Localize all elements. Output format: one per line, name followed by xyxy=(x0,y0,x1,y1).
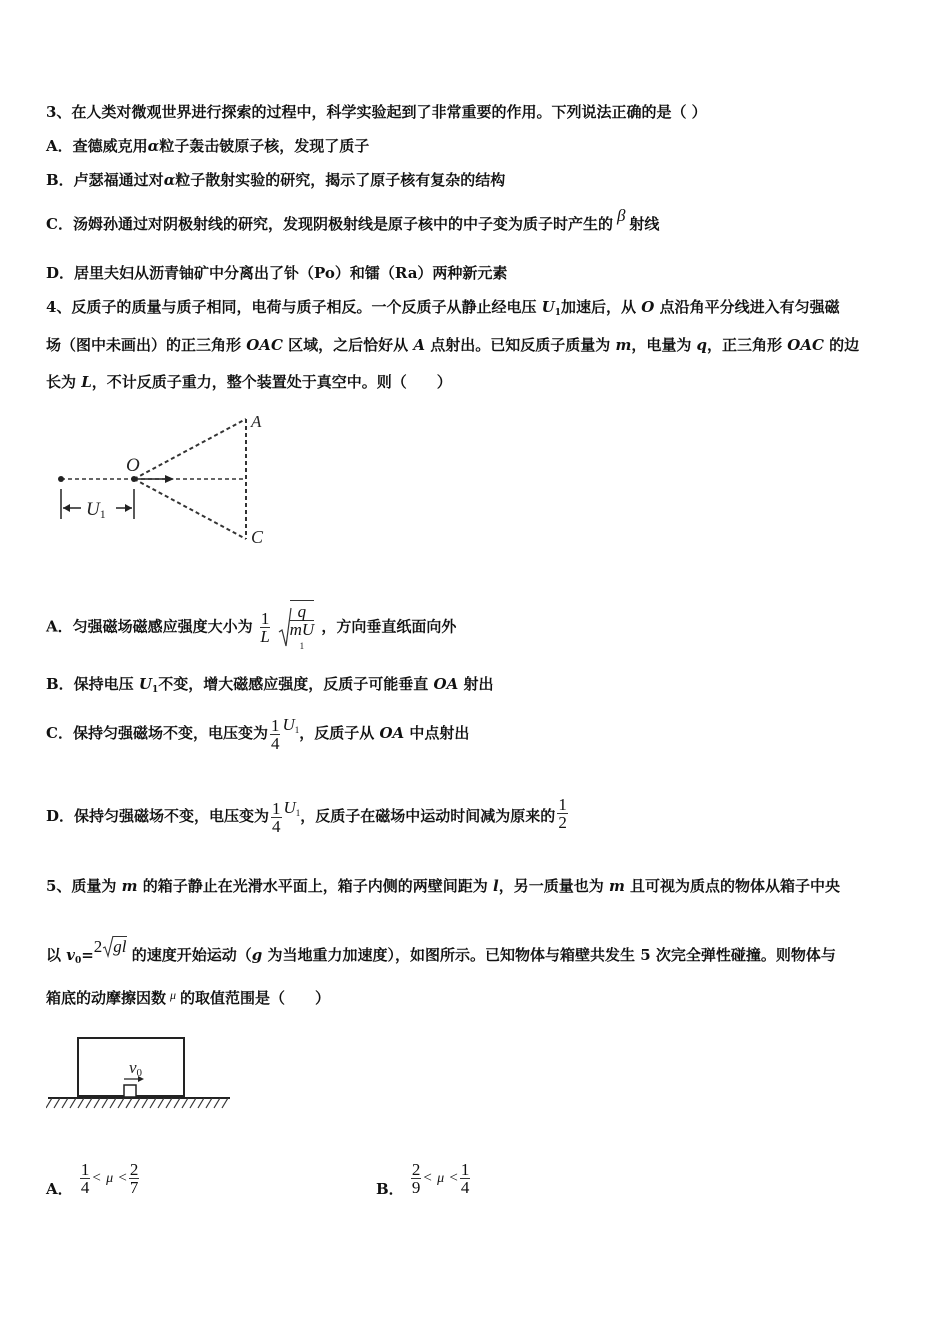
fraction-quarter: $\frac{1}{4}$ xyxy=(270,715,280,753)
fraction: $\frac{2}{7}$ xyxy=(129,1159,139,1197)
q5-option-b[interactable]: B． $\frac{2}{9}$ < μ < $\frac{1}{4}$ xyxy=(376,1159,470,1198)
q4-stem-line2: 场（图中未画出）的正三角形 OAC 区域，之后恰好从 A 点射出。已知反质子质量为 m，电量为 q，正三角形 OAC 的边 xyxy=(46,336,860,354)
fraction: $\frac{2}{9}$ xyxy=(411,1159,421,1197)
q5-stem-line3: 箱底的动摩擦因数 $^\mu$ 的取值范围是（ ） xyxy=(46,988,331,1007)
q4-stem-line3: 长为 L，不计反质子重力，整个装置处于真空中。则（ ） xyxy=(46,373,452,391)
fraction-half: $\frac{1}{2}$ xyxy=(558,794,567,832)
fig-label-c: C xyxy=(251,527,264,547)
fig-label-a: A xyxy=(251,412,262,431)
q4-stem-line1: 4、反质子的质量与质子相同，电荷与质子相反。一个反质子从静止经电压 $U_1$加速后，从 O 点沿角平分线进入有匀强磁 xyxy=(46,298,840,318)
q4-option-a[interactable]: A．匀强磁场磁感应强度大小为 $\frac{1}{L}$ q mU 1 ，方向垂直纸面向外 xyxy=(46,600,456,640)
q4-option-d[interactable]: D．保持匀强磁场不变，电压变为 $\frac{1}{4}$ $U_1$，反质子在磁场中运动时间减为原来的 $\frac{1}{2}$ xyxy=(46,794,567,836)
q3-option-d[interactable]: D．居里夫妇从沥青铀矿中分离出了钋（Po）和镭（Ra）两种新元素 xyxy=(46,264,508,282)
fig-label-u: U1 xyxy=(86,499,106,521)
fraction: $\frac{1}{4}$ xyxy=(80,1159,90,1197)
sqrt-fraction: q mU 1 xyxy=(290,600,315,655)
fraction-1-over-l: $\frac{1}{L}$ xyxy=(260,609,270,646)
fraction: $\frac{1}{4}$ xyxy=(460,1159,470,1197)
q5-stem-line2: 以 $v_0=2$ gl 的速度开始运动（g 为当地重力加速度），如图所示。已知物体与箱壁共发生 5 次完全弹性碰撞。则物体与 xyxy=(46,934,836,964)
fraction-quarter: $\frac{1}{4}$ xyxy=(272,798,281,836)
q3-option-b[interactable]: B．卢瑟福通过对α粒子散射实验的研究，揭示了原子核有复杂的结构 xyxy=(46,171,506,189)
q3-option-a[interactable]: A．查德威克用α粒子轰击铍原子核，发现了质子 xyxy=(46,137,370,155)
q4-option-c[interactable]: C．保持匀强磁场不变，电压变为 $\frac{1}{4}$ $U_1$，反质子从 OA 中点射出 xyxy=(46,715,470,753)
fig-label-o: O xyxy=(126,455,140,476)
q5-box-figure xyxy=(46,1030,236,1120)
q4-triangle-figure xyxy=(46,405,286,555)
q4-option-b[interactable]: B．保持电压 $U_1$不变，增大磁感应强度，反质子可能垂直 OA 射出 xyxy=(46,675,494,695)
q3-option-c[interactable]: C．汤姆孙通过对阴极射线的研究，发现阴极射线是原子核中的中子变为质子时产生的 β 射线 xyxy=(46,206,660,233)
q5-option-a[interactable]: A． $\frac{1}{4}$ < μ < $\frac{2}{7}$ xyxy=(46,1159,139,1198)
fig-label-v0: v0 xyxy=(129,1058,143,1079)
q5-stem-line1: 5、质量为 m 的箱子静止在光滑水平面上，箱子内侧的两壁间距为 l，另一质量也为 m 且可视为质点的物体从箱子中央 xyxy=(46,877,841,895)
q3-stem: 3、在人类对微观世界进行探索的过程中，科学实验起到了非常重要的作用。下列说法正确的是（ ） xyxy=(46,103,707,121)
